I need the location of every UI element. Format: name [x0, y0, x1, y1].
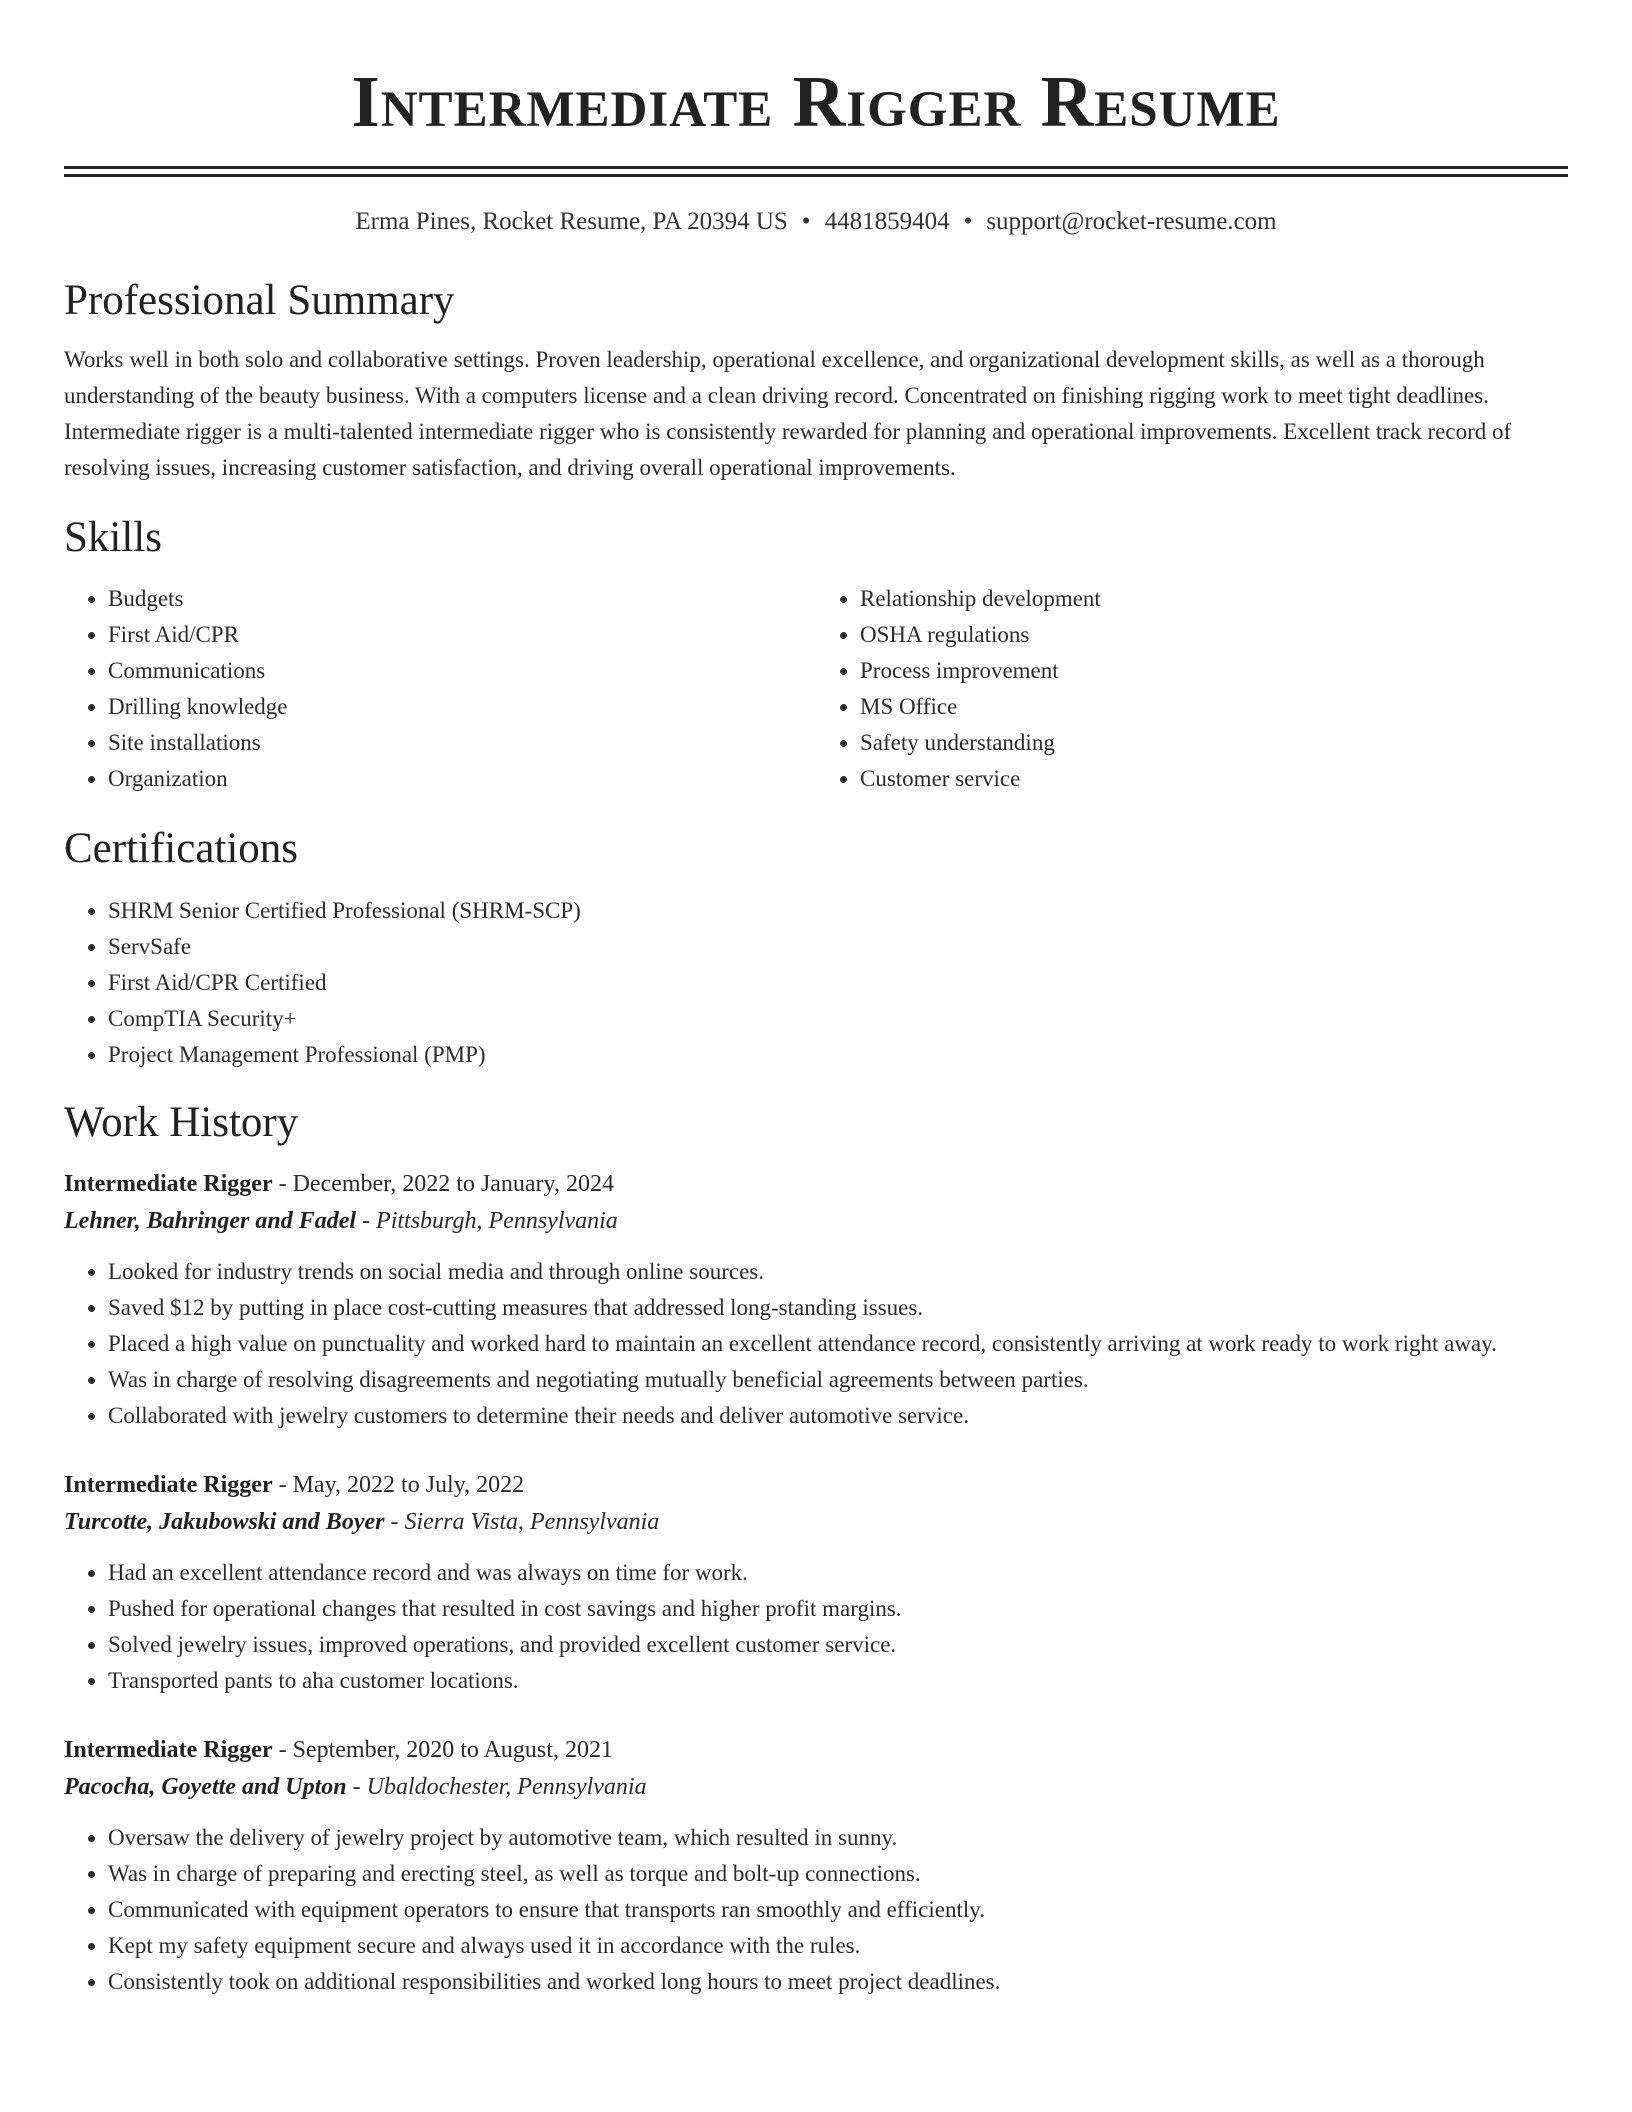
- contact-address: Erma Pines, Rocket Resume, PA 20394 US: [355, 208, 788, 235]
- job-bullet: • Consistently took on additional responsibilities and worked long hours to meet project deadlines.: [108, 1964, 1568, 2000]
- job-entry: [64, 1166, 1568, 1434]
- job-bullets: [64, 1820, 1568, 2000]
- skills-list-left: [64, 581, 816, 797]
- job-bullet: • Placed a high value on punctuality and worked hard to maintain an excellent attendance record, consistently arriving at work ready to work right away.: [108, 1326, 1568, 1362]
- contact-email: support@rocket-resume.com: [986, 208, 1277, 235]
- job-bullet: • Kept my safety equipment secure and always used it in accordance with the rules.: [108, 1928, 1568, 1964]
- skill-item: • OSHA regulations: [860, 617, 1568, 653]
- company-line: [64, 1503, 1568, 1541]
- work-history-heading: Work History: [64, 1099, 299, 1146]
- job-bullet: • Looked for industry trends on social media and through online sources.: [108, 1254, 1568, 1290]
- certification-item: • First Aid/CPR Certified: [108, 965, 1568, 1001]
- company-line: [64, 1768, 1568, 1806]
- job-title: Intermediate Rigger: [64, 1472, 273, 1498]
- summary-heading: Professional Summary: [64, 277, 455, 324]
- job-title-line: [64, 1166, 1568, 1202]
- skill-item: • Relationship development: [860, 581, 1568, 617]
- job-bullet: • Was in charge of resolving disagreements and negotiating mutually beneficial agreements between parties.: [108, 1362, 1568, 1398]
- skill-item: • Drilling knowledge: [108, 689, 816, 725]
- company-location: - Pittsburgh, Pennsylvania: [356, 1208, 618, 1234]
- job-title: Intermediate Rigger: [64, 1171, 273, 1197]
- summary-text: Works well in both solo and collaborative settings. Proven leadership, operational excellence, and organizational development skills, as well as a thorough understanding of the beauty business. With a computers license and a clean driving record. Concentrated on finishing rigging work to meet tight deadlines. Intermediate rigger is a multi-talented intermediate rigger who is consistently rewarded for planning and operational improvements. Excellent track record of resolving issues, increasing customer satisfaction, and driving overall operational improvements.: [64, 347, 1512, 480]
- job-bullet: • Communicated with equipment operators to ensure that transports ran smoothly and efficiently.: [108, 1892, 1568, 1928]
- skill-item: • Site installations: [108, 725, 816, 761]
- job-bullets: [64, 1555, 1568, 1699]
- certification-item: • Project Management Professional (PMP): [108, 1037, 1568, 1073]
- company-line: [64, 1202, 1568, 1240]
- contact-separator: •: [963, 208, 973, 235]
- skill-item: • Budgets: [108, 581, 816, 617]
- company-location: - Ubaldochester, Pennsylvania: [346, 1774, 647, 1800]
- skill-item: • Safety understanding: [860, 725, 1568, 761]
- job-title: Intermediate Rigger: [64, 1737, 273, 1763]
- certification-item: • ServSafe: [108, 929, 1568, 965]
- job-dates: - September, 2020 to August, 2021: [272, 1737, 613, 1763]
- job-dates: - December, 2022 to January, 2024: [272, 1171, 614, 1197]
- skill-item: • Customer service: [860, 761, 1568, 797]
- skill-item: • MS Office: [860, 689, 1568, 725]
- contact-line: [64, 207, 1568, 237]
- contact-phone: 4481859404: [824, 208, 950, 235]
- job-entry: [64, 1467, 1568, 1699]
- job-entry: [64, 1732, 1568, 2000]
- job-bullet: • Saved $12 by putting in place cost-cutting measures that addressed long-standing issues.: [108, 1290, 1568, 1326]
- company-name: Turcotte, Jakubowski and Boyer: [64, 1509, 385, 1535]
- company-name: Pacocha, Goyette and Upton: [64, 1774, 347, 1800]
- title-divider: [64, 166, 1568, 177]
- job-bullet: • Transported pants to aha customer locations.: [108, 1663, 1568, 1699]
- job-title-line: [64, 1467, 1568, 1503]
- job-dates: - May, 2022 to July, 2022: [272, 1472, 525, 1498]
- certifications-heading: Certifications: [64, 825, 299, 872]
- skill-item: • Organization: [108, 761, 816, 797]
- company-name: Lehner, Bahringer and Fadel: [64, 1208, 357, 1234]
- page-title: Intermediate Rigger Resume: [351, 61, 1281, 142]
- job-title-line: [64, 1732, 1568, 1768]
- skills-heading: Skills: [64, 514, 162, 561]
- job-bullet: • Pushed for operational changes that resulted in cost savings and higher profit margins.: [108, 1591, 1568, 1627]
- skill-item: • Process improvement: [860, 653, 1568, 689]
- certification-item: • SHRM Senior Certified Professional (SHRM-SCP): [108, 893, 1568, 929]
- company-location: - Sierra Vista, Pennsylvania: [384, 1509, 660, 1535]
- contact-separator: •: [801, 208, 811, 235]
- certification-item: • CompTIA Security+: [108, 1001, 1568, 1037]
- job-bullet: • Oversaw the delivery of jewelry project by automotive team, which resulted in sunny.: [108, 1820, 1568, 1856]
- job-bullet: • Solved jewelry issues, improved operations, and provided excellent customer service.: [108, 1627, 1568, 1663]
- certifications-list: [64, 893, 1568, 1073]
- skills-columns: [64, 581, 1568, 797]
- skills-list-right: [816, 581, 1568, 797]
- job-bullet: • Had an excellent attendance record and was always on time for work.: [108, 1555, 1568, 1591]
- job-bullet: • Was in charge of preparing and erecting steel, as well as torque and bolt-up connections.: [108, 1856, 1568, 1892]
- skill-item: • First Aid/CPR: [108, 617, 816, 653]
- skill-item: • Communications: [108, 653, 816, 689]
- job-bullet: • Collaborated with jewelry customers to determine their needs and deliver automotive service.: [108, 1398, 1568, 1434]
- job-bullets: [64, 1254, 1568, 1434]
